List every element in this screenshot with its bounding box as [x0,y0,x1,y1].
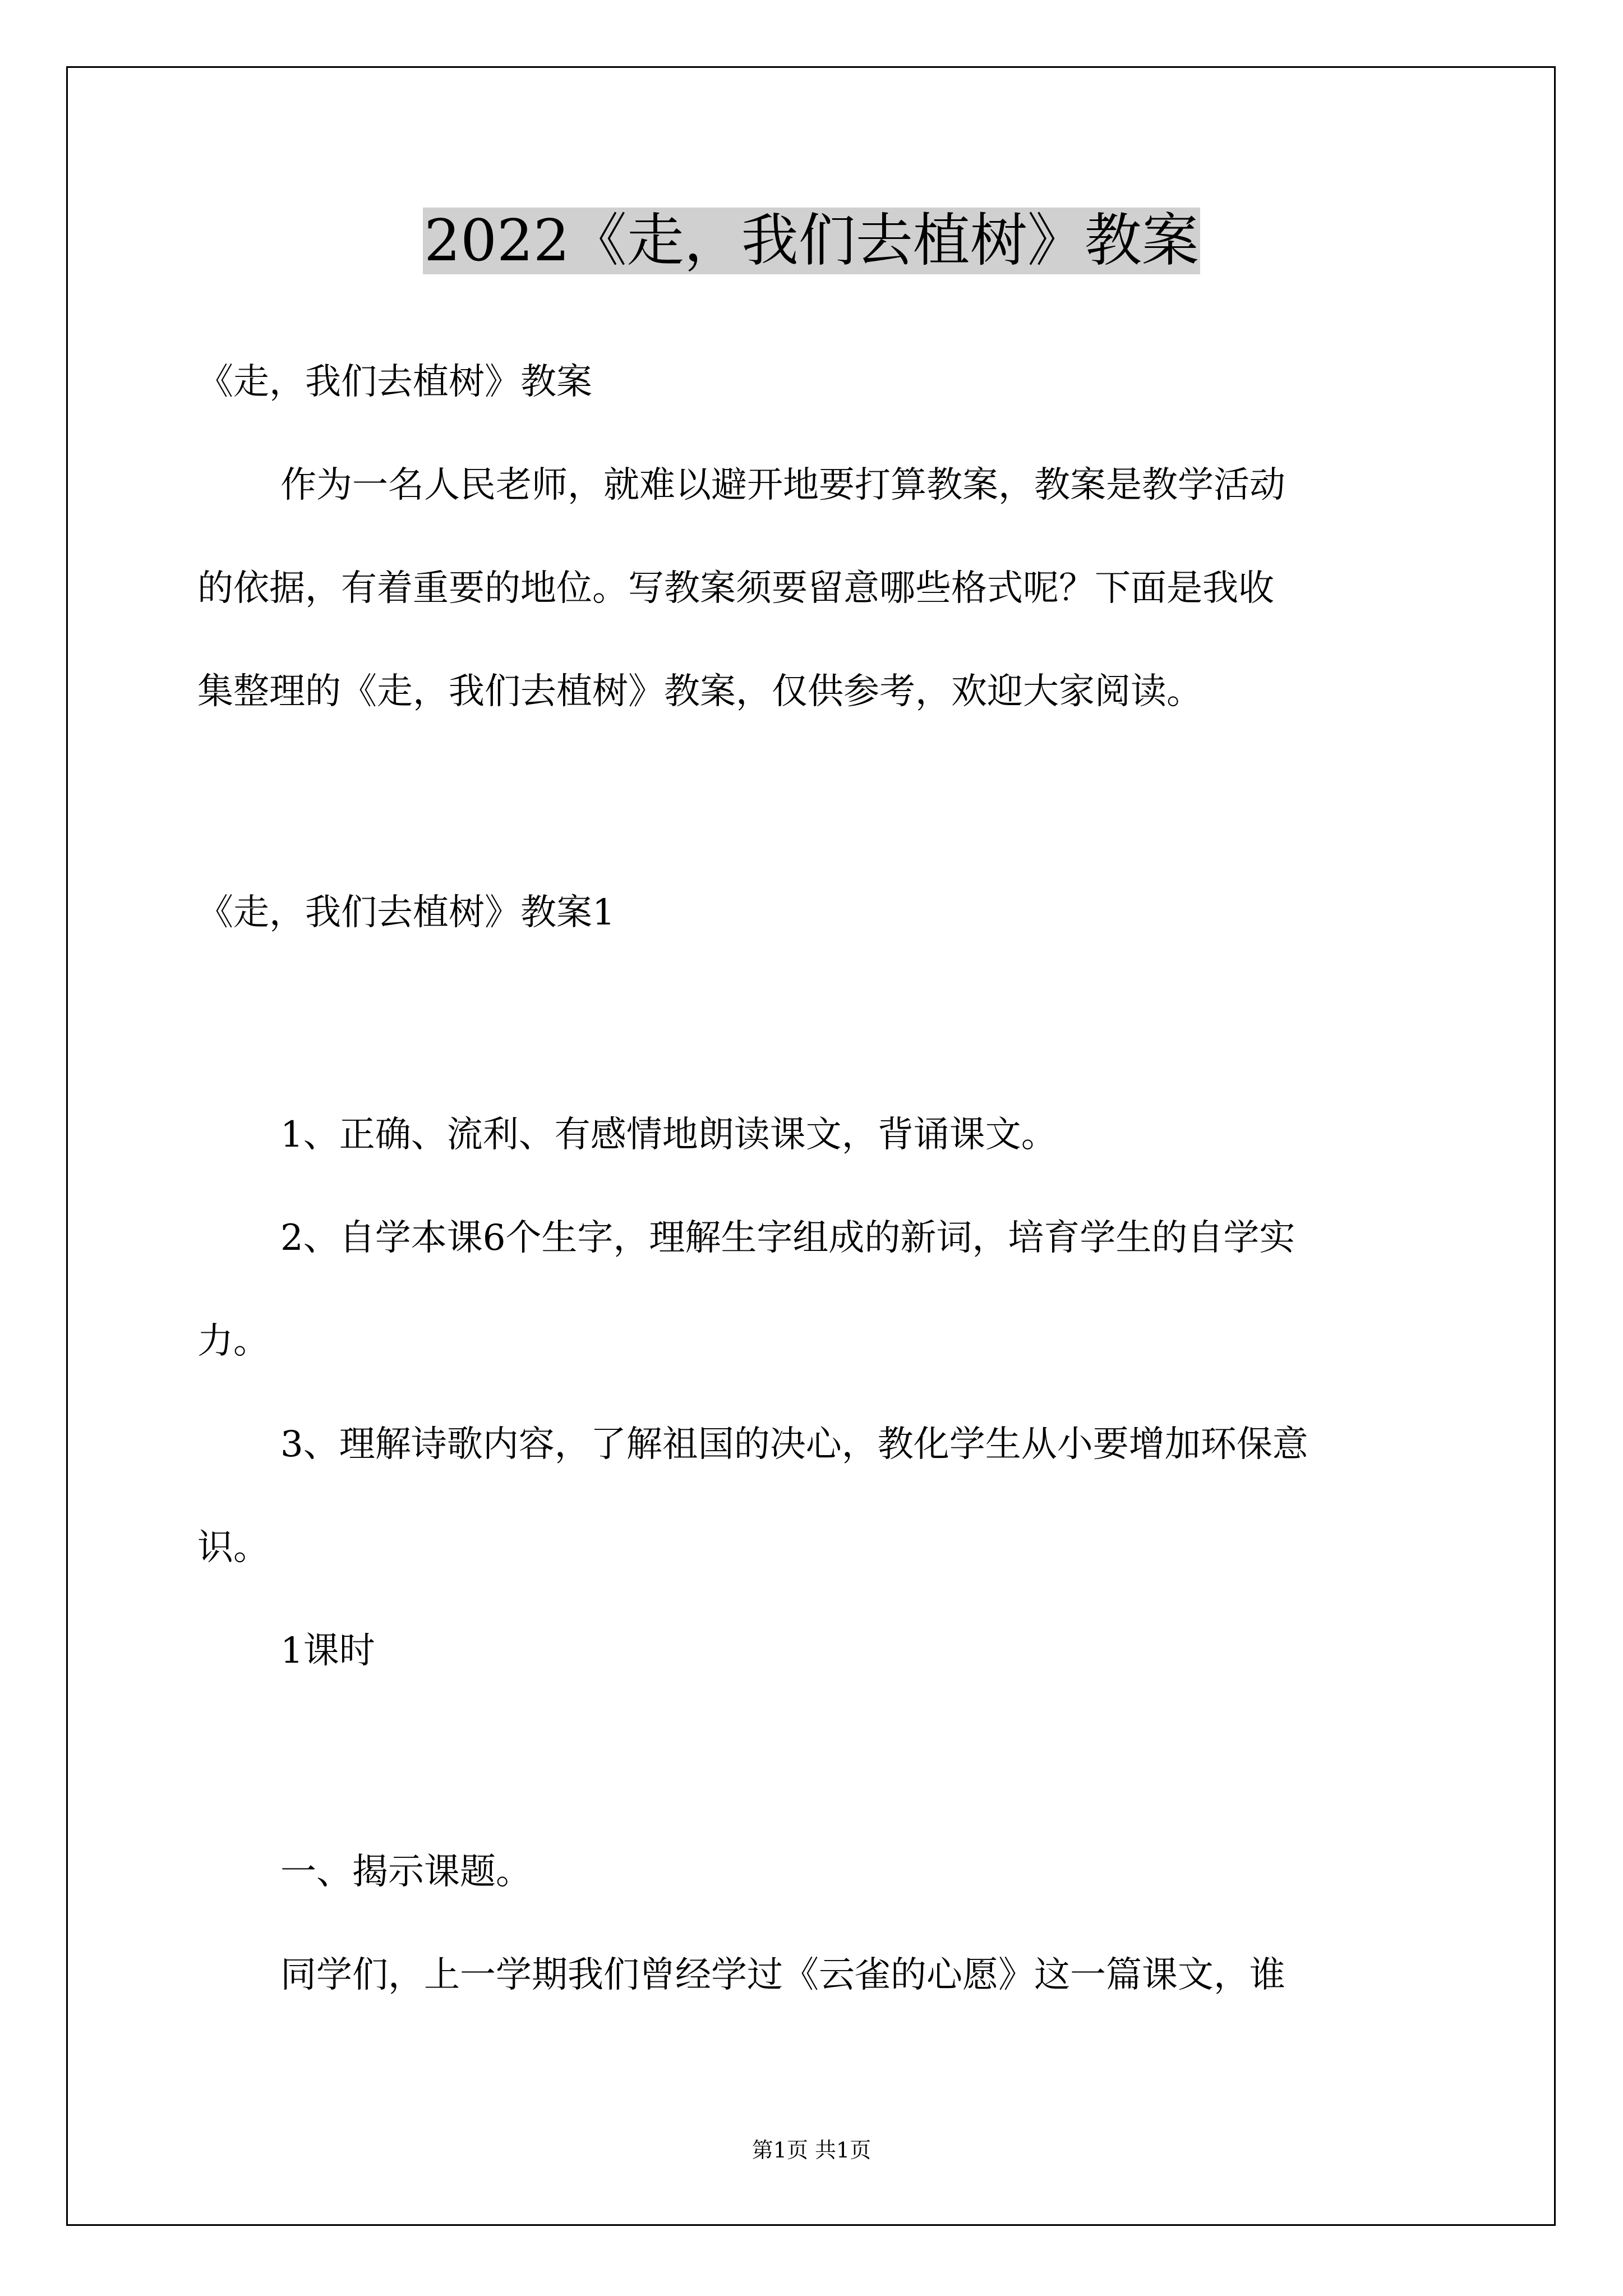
page-footer: 第1页 共1页 [751,2138,872,2162]
intro-line: 作为一名人民老师，就难以避开地要打算教案，教案是教学活动 [280,464,1285,506]
section-heading: 《走，我们去植树》教案1 [197,892,615,933]
goal-line: 3、理解诗歌内容，了解祖国的决心，教化学生从小要增加环保意 [280,1424,1308,1465]
class-hours: 1课时 [280,1630,375,1672]
step-heading: 一、揭示课题。 [280,1851,532,1893]
document-subtitle: 《走，我们去植树》教案 [197,361,592,403]
goal-line: 2、自学本课6个生字，理解生字组成的新词，培育学生的自学实 [280,1217,1295,1259]
document-title-text: 2022《走，我们去植树》教案 [424,208,1199,274]
goal-line: 1、正确、流利、有感情地朗读课文，背诵课文。 [280,1114,1057,1156]
intro-line: 的依据，有着重要的地位。写教案须要留意哪些格式呢？下面是我收 [197,568,1274,609]
goal-line: 力。 [197,1320,269,1362]
intro-line: 集整理的《走，我们去植树》教案，仅供参考，欢迎大家阅读。 [197,671,1202,712]
goal-line: 识。 [197,1527,269,1568]
document-title [0,202,1623,280]
body-line: 同学们，上一学期我们曾经学过《云雀的心愿》这一篇课文，谁 [280,1954,1285,1996]
